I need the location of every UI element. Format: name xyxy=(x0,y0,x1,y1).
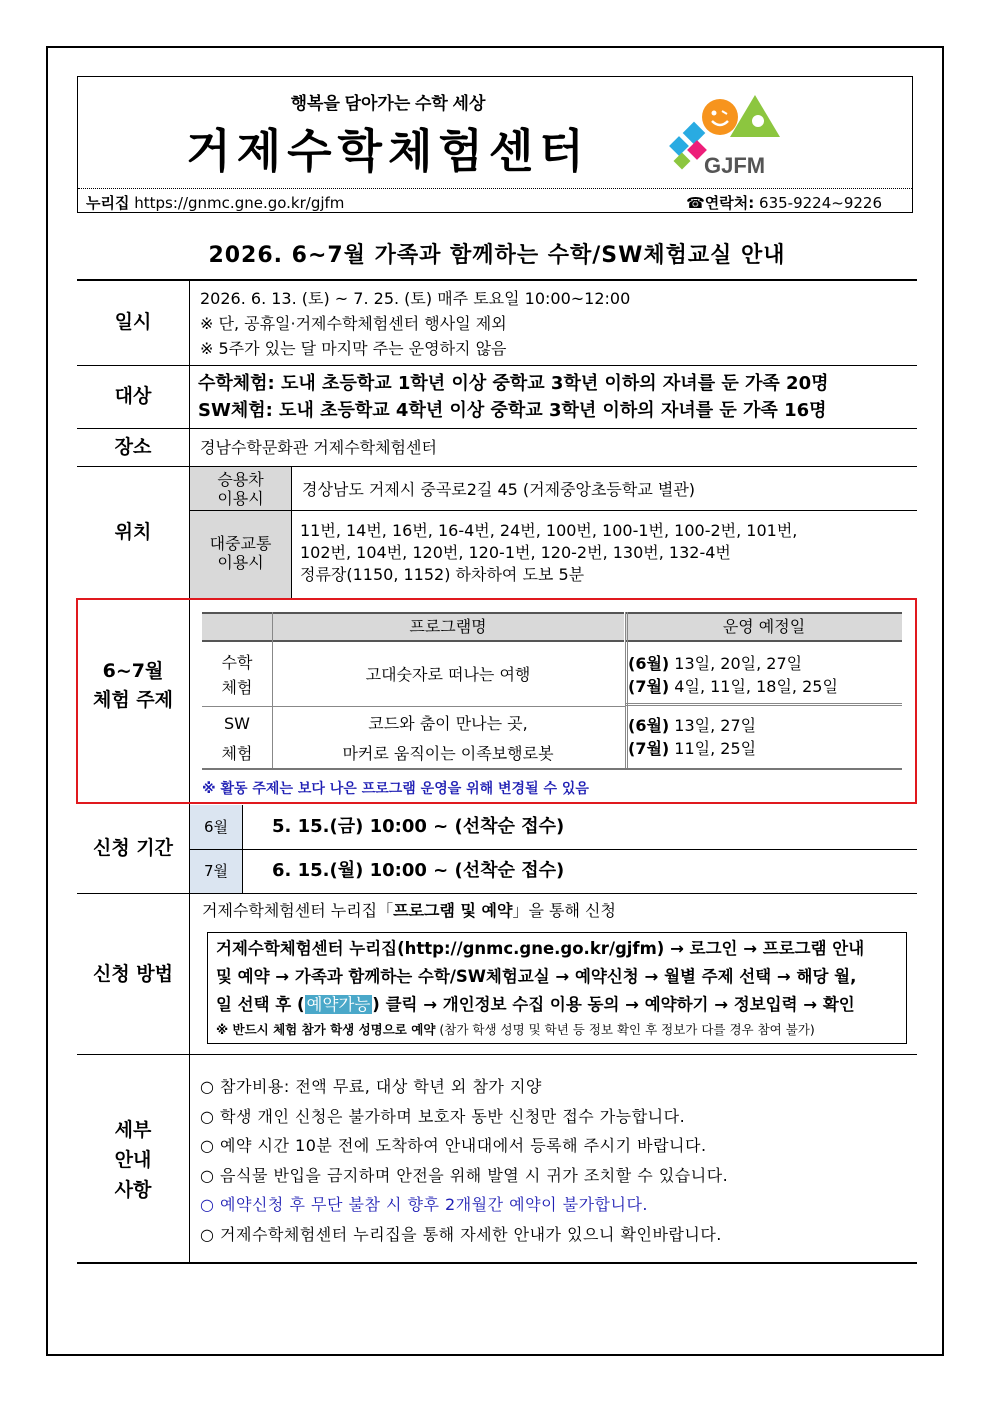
period-month-july: 7월 xyxy=(190,850,242,893)
details-item: ○ 예약 시간 10분 전에 도착하여 안내대에서 등록해 주시기 바랍니다. xyxy=(200,1136,707,1156)
theme-row-2-type-1: SW xyxy=(224,714,250,733)
car-label-1: 승용차 xyxy=(217,470,264,489)
themes-head-program: 프로그램명 xyxy=(272,612,624,642)
row-divider xyxy=(189,510,917,511)
themes-label-1: 6~7월 xyxy=(102,660,164,682)
details-label-1: 세부 xyxy=(114,1119,152,1141)
bus-label-2: 이용시 xyxy=(217,553,264,572)
theme-row-1-date-2: 4일, 11일, 18일, 25일 xyxy=(669,677,838,696)
car-address: 경상남도 거제시 중곡로2길 45 (거제중앙초등학교 별관) xyxy=(302,480,696,499)
method-intro xyxy=(202,898,616,923)
theme-row-2-type-2: 체험 xyxy=(221,744,253,763)
method-label: 신청 방법 xyxy=(92,963,174,985)
details-item: ○ 학생 개인 신청은 불가하며 보호자 동반 신청만 접수 가능합니다. xyxy=(200,1106,686,1126)
homepage-label: 누리집 xyxy=(86,194,130,212)
period-june-value: 5. 15.(금) 10:00 ~ (선착순 접수) xyxy=(272,816,565,837)
theme-row-2-program-1: 코드와 춤이 만나는 곳, xyxy=(368,714,528,733)
homepage-line xyxy=(86,192,344,213)
details-label-2: 안내 xyxy=(114,1149,152,1171)
method-line-3-post: ) 클릭 → 개인정보 수집 이용 동의 → 예약하기 → 정보입력 → 확인 xyxy=(372,995,855,1014)
details-item: ○ 거제수학체험센터 누리집을 통해 자세한 안내가 있으니 확인바랍니다. xyxy=(200,1224,722,1244)
theme-row-1-date-1: 13일, 20일, 27일 xyxy=(669,654,803,673)
theme-row-2-program-2: 마커로 움직이는 이족보행로봇 xyxy=(342,744,554,763)
bus-line-1: 11번, 14번, 16번, 16-4번, 24번, 100번, 100-1번, 100-2번, 101번, xyxy=(300,521,798,540)
theme-row-1-dates-june xyxy=(628,652,802,675)
row-divider xyxy=(77,1054,917,1055)
method-line-3-pre: 일 선택 후 ( xyxy=(216,995,305,1014)
contact-label: ☎연락처: xyxy=(686,194,755,212)
place-label: 장소 xyxy=(114,436,152,458)
homepage-url[interactable]: https://gnmc.gne.go.kr/gjfm xyxy=(134,194,345,212)
document-title: 2026. 6~7월 가족과 함께하는 수학/SW체험교실 안내 xyxy=(208,243,786,268)
method-line-3 xyxy=(216,991,898,1019)
theme-row-2-month-1: (6월) xyxy=(628,716,670,735)
theme-row-1-type-1: 수학 xyxy=(221,653,253,672)
themes-head-blank xyxy=(202,612,272,642)
schedule-line-3: ※ 5주가 있는 달 마지막 주는 운영하지 않음 xyxy=(200,339,507,358)
svg-text:GJFM: GJFM xyxy=(704,153,766,178)
theme-row-1-month-2: (7월) xyxy=(628,677,670,696)
bus-label-1: 대중교통 xyxy=(209,534,272,553)
target-sw: SW체험: 도내 초등학교 4학년 이상 중학교 3학년 이하의 자녀를 둔 가족 16명 xyxy=(198,400,827,421)
theme-row-1-dates-july xyxy=(628,675,838,698)
details-item: ○ 참가비용: 전액 무료, 대상 학년 외 참가 지양 xyxy=(200,1077,542,1096)
method-intro-bold: 프로그램 및 예약 xyxy=(393,901,513,920)
target-label: 대상 xyxy=(114,385,152,407)
theme-row-1-type-2: 체험 xyxy=(221,678,253,697)
theme-row-2-dates-july xyxy=(628,737,756,760)
period-july-value: 6. 15.(월) 10:00 ~ (선착순 접수) xyxy=(272,860,565,881)
themes-label-2: 체험 주제 xyxy=(92,688,174,711)
header-box xyxy=(77,76,913,213)
themes-row-line xyxy=(202,706,625,707)
method-box xyxy=(207,932,907,1044)
themes-note: ※ 활동 주제는 보다 나은 프로그램 운영을 위해 변경될 수 있음 xyxy=(202,781,589,797)
period-month-june: 6월 xyxy=(190,805,242,849)
themes-row-line xyxy=(626,703,902,706)
gjfm-logo xyxy=(660,87,780,179)
table-bottom-line xyxy=(77,1262,917,1264)
method-line-1: 거제수학체험센터 누리집(http://gnmc.gne.go.kr/gjfm) → 로그인 → 프로그램 안내 xyxy=(216,939,865,958)
theme-row-2-dates-june xyxy=(628,714,756,737)
method-line-2: 및 예약 → 가족과 함께하는 수학/SW체험교실 → 예약신청 → 월별 주제 선택 → 해당 월, xyxy=(216,967,857,986)
place-value: 경남수학문화관 거제수학체험센터 xyxy=(200,438,437,457)
themes-label-line xyxy=(189,600,190,802)
slogan: 행복을 담아가는 수학 세상 xyxy=(290,94,486,113)
period-inner-line xyxy=(242,805,243,893)
bus-label-cell xyxy=(190,511,291,598)
car-label-2: 이용시 xyxy=(217,489,264,508)
car-label-cell xyxy=(190,467,291,510)
details-list xyxy=(200,1072,910,1250)
details-label-3: 사항 xyxy=(114,1179,152,1201)
contact-number: 635-9224~9226 xyxy=(759,194,882,212)
period-label: 신청 기간 xyxy=(92,837,174,859)
themes-bottom-line xyxy=(202,768,902,770)
theme-row-2-date-2: 11일, 25일 xyxy=(669,739,757,758)
header-divider xyxy=(78,188,912,189)
themes-head-dates: 운영 예정일 xyxy=(626,612,902,642)
details-label xyxy=(77,1115,189,1205)
target-math: 수학체험: 도내 초등학교 1학년 이상 중학교 3학년 이하의 자녀를 둔 가족 20명 xyxy=(198,373,829,394)
theme-row-1-month-1: (6월) xyxy=(628,654,670,673)
theme-row-1-type xyxy=(202,650,272,700)
row-divider xyxy=(77,428,917,429)
table-top-line xyxy=(77,279,917,281)
schedule-line-2: ※ 단, 공휴일·거제수학체험센터 행사일 제외 xyxy=(200,314,507,333)
contact-line xyxy=(686,192,882,213)
bus-line-2: 102번, 104번, 120번, 120-1번, 120-2번, 130번, 132-4번 xyxy=(300,543,731,562)
reservation-available-badge: 예약가능 xyxy=(306,995,371,1014)
details-item-highlight: ○ 예약신청 후 무단 불참 시 향후 2개월간 예약이 불가합니다. xyxy=(200,1195,648,1215)
schedule-line-1: 2026. 6. 13. (토) ~ 7. 25. (토) 매주 토요일 10:00~12:00 xyxy=(200,289,631,308)
method-note-bold: ※ 반드시 체험 참가 학생 성명으로 예약 xyxy=(216,1022,436,1037)
bus-line-3: 정류장(1150, 1152) 하차하여 도보 5분 xyxy=(300,565,585,584)
theme-row-1-program: 고대숫자로 떠나는 여행 xyxy=(365,665,531,684)
theme-row-2-program xyxy=(272,709,624,769)
row-divider xyxy=(77,365,917,366)
row-divider xyxy=(189,849,917,850)
method-intro-post: 」을 통해 신청 xyxy=(512,901,616,920)
method-note-rest: (참가 학생 성명 및 학년 등 정보 확인 후 정보가 다를 경우 참여 불가) xyxy=(435,1022,815,1037)
schedule-label: 일시 xyxy=(114,311,152,333)
method-note xyxy=(216,1019,898,1041)
themes-label xyxy=(77,657,189,714)
details-item: ○ 음식물 반입을 금지하며 안전을 위해 발열 시 귀가 조치할 수 있습니다. xyxy=(200,1165,729,1185)
theme-row-2-date-1: 13일, 27일 xyxy=(669,716,757,735)
theme-row-2-month-2: (7월) xyxy=(628,739,670,758)
location-label: 위치 xyxy=(114,521,152,543)
location-inner-line xyxy=(291,467,292,598)
theme-row-2-type xyxy=(202,709,272,769)
method-intro-pre: 거제수학체험센터 누리집「 xyxy=(202,901,394,920)
center-name: 거제수학체험센터 xyxy=(186,125,590,177)
row-divider xyxy=(77,893,917,894)
